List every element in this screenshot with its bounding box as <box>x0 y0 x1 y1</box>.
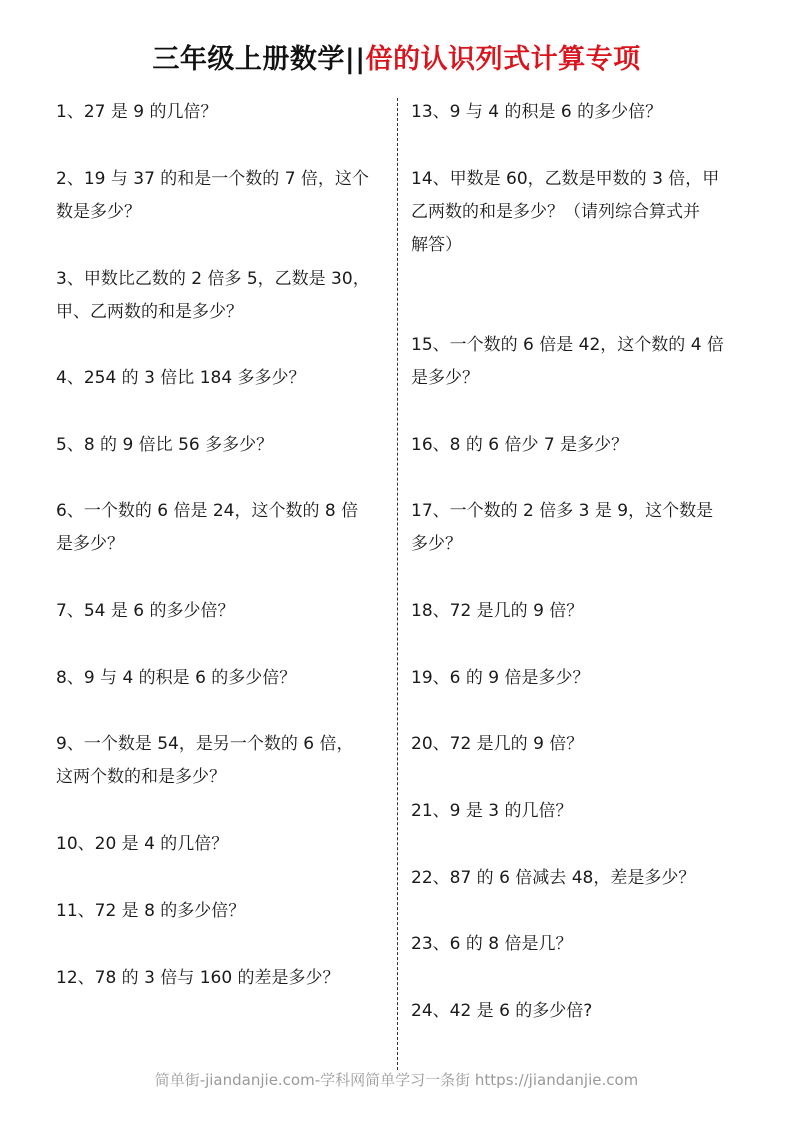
question-23: 23、6 的 8 倍是几？ <box>411 934 573 954</box>
question-22: 22、87 的 6 倍减去 48，差是多少？ <box>411 868 696 888</box>
question-19: 19、6 的 9 倍是多少？ <box>411 668 590 688</box>
question-13: 13、9 与 4 的积是 6 的多少倍？ <box>411 102 663 122</box>
question-11: 11、72 是 8 的多少倍？ <box>56 901 246 921</box>
question-24: 24、42 是 6 的多少倍? <box>411 1001 593 1021</box>
question-18: 18、72 是几的 9 倍？ <box>411 601 584 621</box>
question-2: 2、19 与 37 的和是一个数的 7 倍，这个 数是多少？ <box>56 169 369 222</box>
question-3: 3、甲数比乙数的 2 倍多 5，乙数是 30， 甲、乙两数的和是多少？ <box>56 269 370 322</box>
page-title <box>0 40 793 80</box>
title-topic: 倍的认识列式计算专项 <box>365 44 641 75</box>
question-17: 17、一个数的 2 倍多 3 是 9，这个数是 多少？ <box>411 501 714 554</box>
title-grade: 三年级上册数学|| <box>152 44 366 75</box>
question-9: 9、一个数是 54，是另一个数的 6 倍， 这两个数的和是多少？ <box>56 734 354 787</box>
question-15: 15、一个数的 6 倍是 42，这个数的 4 倍 是多少？ <box>411 335 724 388</box>
question-21: 21、9 是 3 的几倍？ <box>411 801 573 821</box>
question-14: 14、甲数是 60，乙数是甲数的 3 倍，甲 乙两数的和是多少？（请列综合算式并 解答） <box>411 169 720 255</box>
question-6: 6、一个数的 6 倍是 24，这个数的 8 倍 是多少？ <box>56 501 359 554</box>
question-20: 20、72 是几的 9 倍？ <box>411 734 584 754</box>
question-1: 1、27 是 9 的几倍？ <box>56 102 218 122</box>
question-4: 4、254 的 3 倍比 184 多多少？ <box>56 368 306 388</box>
footer-watermark: 简单街-jiandanjie.com-学科网简单学习一条街 https://jiandanjie.com <box>154 1071 639 1089</box>
question-5: 5、8 的 9 倍比 56 多多少？ <box>56 435 274 455</box>
column-divider <box>397 98 398 1070</box>
question-7: 7、54 是 6 的多少倍？ <box>56 601 235 621</box>
question-8: 8、9 与 4 的积是 6 的多少倍？ <box>56 668 297 688</box>
question-16: 16、8 的 6 倍少 7 是多少？ <box>411 435 629 455</box>
question-10: 10、20 是 4 的几倍？ <box>56 834 229 854</box>
question-12: 12、78 的 3 倍与 160 的差是多少？ <box>56 968 340 988</box>
